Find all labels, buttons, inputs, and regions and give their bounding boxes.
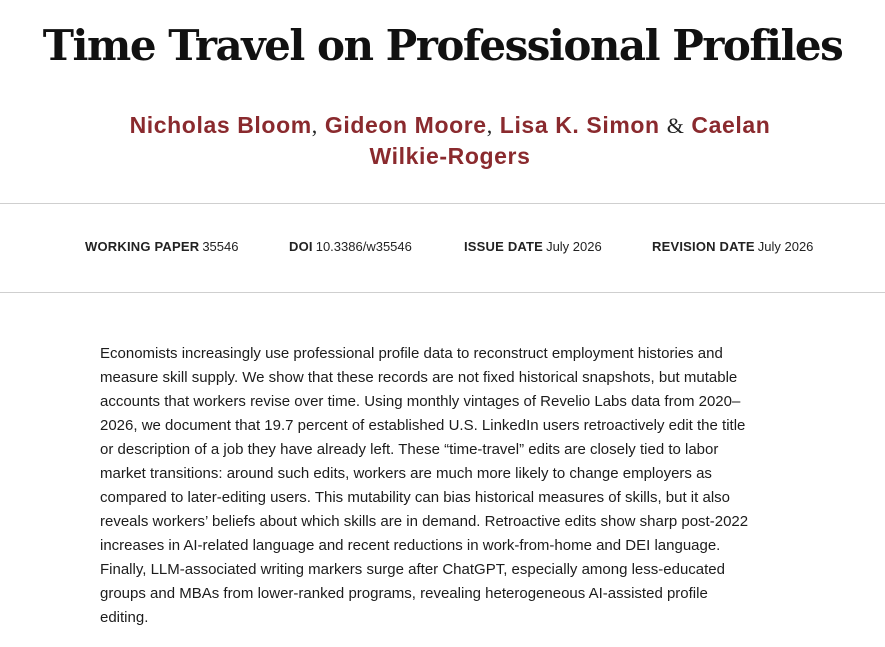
abstract-line: groups and MBAs from lower-ranked programs, revealing heterogeneous AI-assisted profile	[100, 585, 708, 602]
page-title: Time Travel on Professional Profiles	[42, 21, 843, 70]
abstract-line: increases in AI-related language and recent reductions in work-from-home and DEI language.	[100, 537, 721, 554]
abstract-text	[100, 342, 800, 630]
abstract-line: 2026, we document that 19.7 percent of established U.S. LinkedIn users retroactively edit the title	[100, 417, 746, 434]
abstract-line: reveals workers’ beliefs about which skills are in demand. Retroactive edits show sharp post-2022	[100, 513, 749, 530]
abstract-line: Economists increasingly use professional profile data to reconstruct employment histories and	[100, 345, 723, 362]
top-divider	[0, 203, 885, 204]
issue-date-meta	[464, 239, 602, 254]
issue-date-value: July 2026	[546, 239, 602, 254]
working-paper-number: 35546	[202, 239, 239, 254]
author-separator: &	[666, 113, 685, 138]
author-link-caelan-wilkie-rogers[interactable]: Caelan Wilkie-Rogers	[369, 112, 771, 169]
doi-meta	[289, 239, 412, 254]
author-link-lisa-k-simon[interactable]: Lisa K. Simon	[499, 112, 660, 138]
revision-date-meta	[652, 239, 813, 254]
abstract-line: market transitions: around such edits, workers are much more likely to change employers as	[100, 465, 712, 482]
abstract-line: editing.	[100, 609, 149, 626]
author-list	[90, 110, 810, 172]
paper-metadata	[0, 239, 885, 257]
revision-date-value: July 2026	[757, 239, 814, 254]
bottom-divider	[0, 292, 885, 293]
working-paper-meta	[85, 239, 238, 254]
abstract-line: measure skill supply. We show that these records are not fixed historical snapshots, but mutable	[100, 369, 738, 386]
author-link-gideon-moore[interactable]: Gideon Moore	[324, 112, 487, 138]
abstract-line: Finally, LLM-associated writing markers surge after ChatGPT, especially among less-educated	[100, 561, 725, 578]
revision-date-label: REVISION DATE	[652, 239, 755, 254]
author-link-nicholas-bloom[interactable]: Nicholas Bloom	[129, 112, 312, 138]
abstract-line: or description of a job they have already left. These “time-travel” edits are closely tied to labor	[100, 441, 719, 458]
doi-label: DOI	[289, 239, 313, 254]
issue-date-label: ISSUE DATE	[464, 239, 544, 254]
author-separator: ,	[486, 113, 493, 138]
author-separator: ,	[311, 113, 318, 138]
abstract-line: accounts that workers revise over time. Using monthly vintages of Revelio Labs data from 2020–	[100, 393, 741, 410]
doi-value: 10.3386/w35546	[315, 239, 412, 254]
working-paper-label: WORKING PAPER	[85, 239, 200, 254]
abstract-line: compared to later-editing users. This mutability can bias historical measures of skills, but it also	[100, 489, 730, 506]
